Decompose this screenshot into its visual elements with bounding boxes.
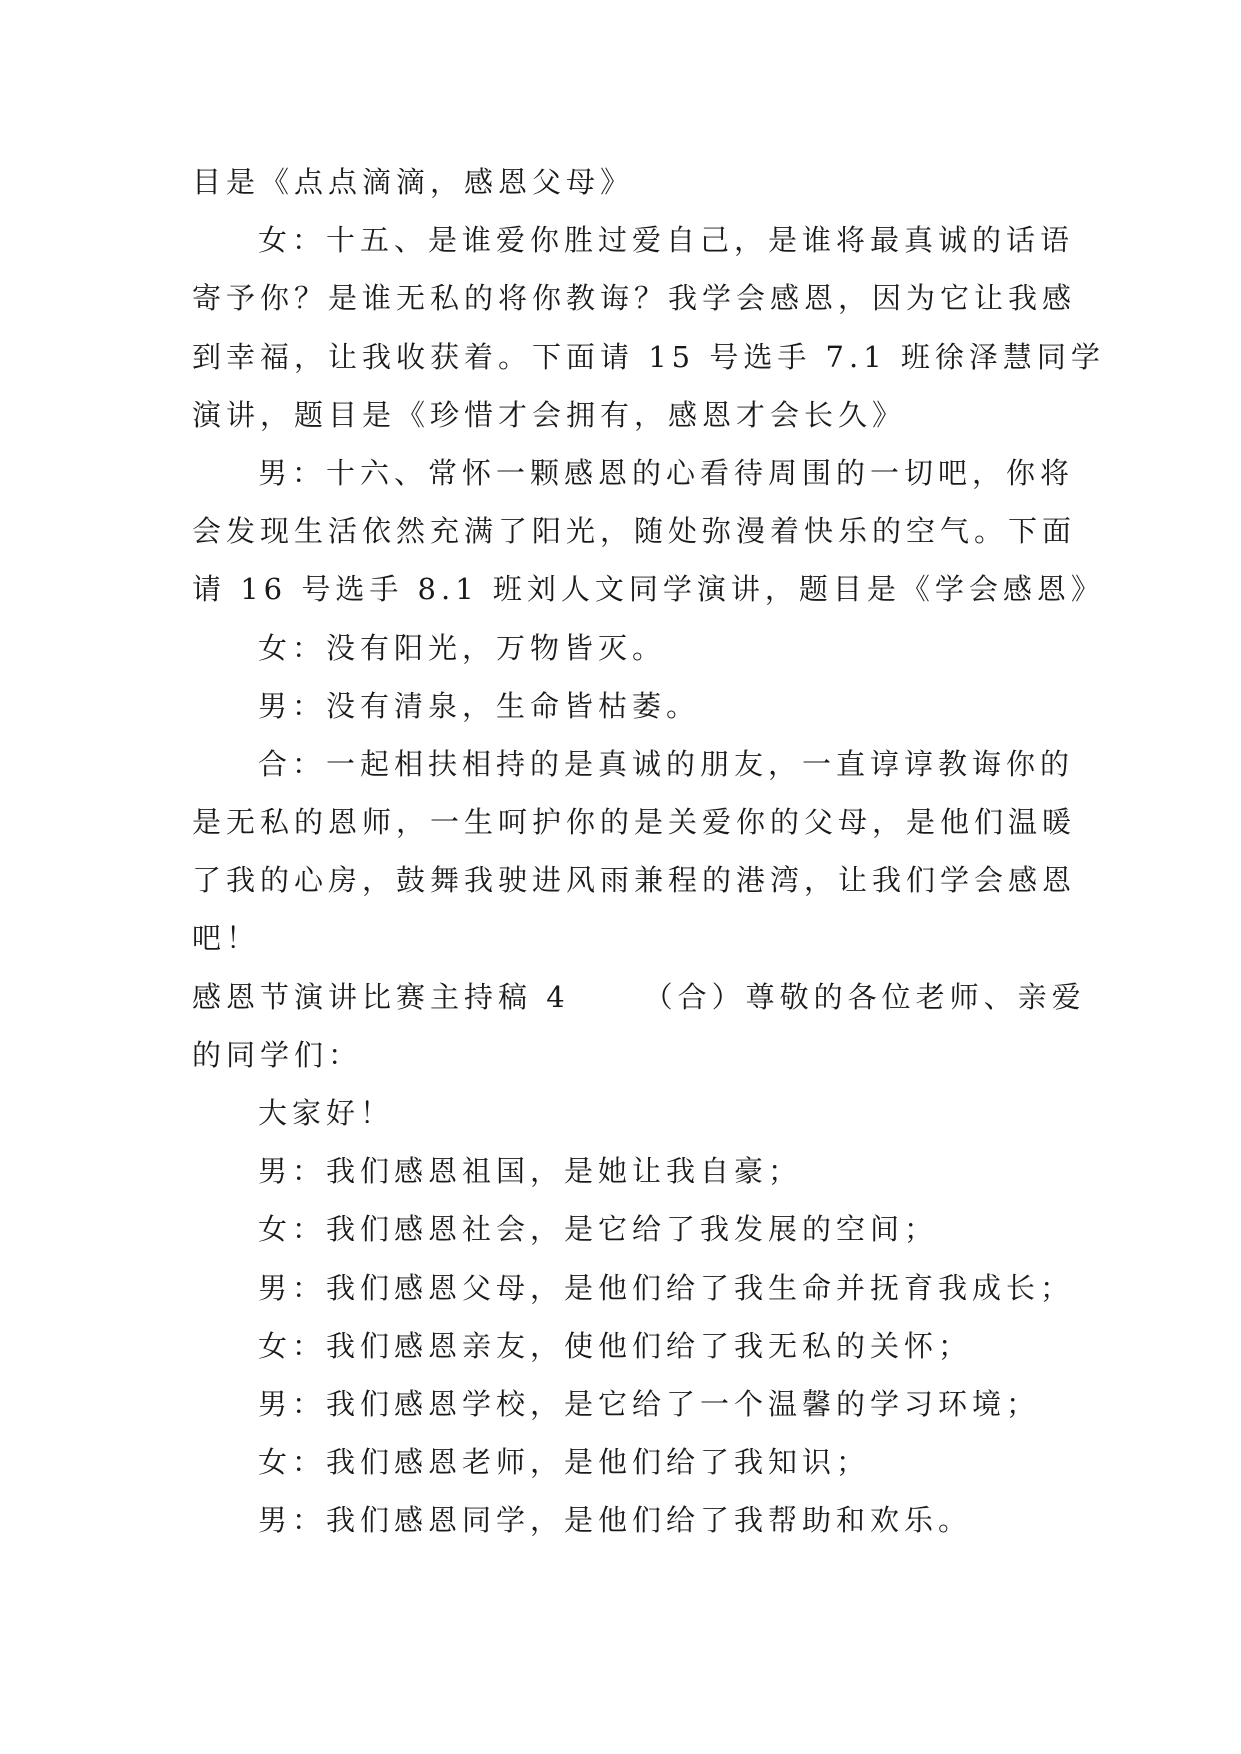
text-line: 女：我们感恩亲友，使他们给了我无私的关怀； <box>258 1328 973 1363</box>
text-line: 会发现生活依然充满了阳光，随处弥漫着快乐的空气。下面 <box>192 514 1077 549</box>
text-line: 女：没有阳光，万物皆灭。 <box>258 630 667 665</box>
text-line: 女：我们感恩社会，是它给了我发展的空间； <box>258 1212 939 1247</box>
text-line: 是无私的恩师，一生呵护你的是关爱你的父母，是他们温暖 <box>192 805 1077 840</box>
text-line: 男：我们感恩祖国，是她让我自豪； <box>258 1154 803 1189</box>
heading-continuation: （合）尊敬的各位老师、亲爱 <box>643 979 1086 1014</box>
section-heading-line <box>192 968 1086 1026</box>
text-line: 了我的心房，鼓舞我驶进风雨兼程的港湾，让我们学会感恩 <box>192 863 1077 898</box>
text-line: 演讲，题目是《珍惜才会拥有，感恩才会长久》 <box>192 397 907 432</box>
text-line: 男：我们感恩同学，是他们给了我帮助和欢乐。 <box>258 1503 973 1538</box>
text-line: 吧！ <box>192 921 261 956</box>
text-line: 男：十六、常怀一颗感恩的心看待周围的一切吧，你将 <box>258 455 1075 490</box>
text-line: 到幸福，让我收获着。下面请 15 号选手 7.1 班徐泽慧同学 <box>192 339 1105 374</box>
text-line: 合：一起相扶相持的是真诚的朋友，一直谆谆教诲你的 <box>258 746 1075 781</box>
text-line: 男：我们感恩父母，是他们给了我生命并抚育我成长； <box>258 1270 1075 1305</box>
text-line: 目是《点点滴滴，感恩父母》 <box>192 165 635 199</box>
text-line: 寄予你？是谁无私的将你教诲？我学会感恩，因为它让我感 <box>192 281 1077 316</box>
text-line: 女：我们感恩老师，是他们给了我知识； <box>258 1445 871 1480</box>
text-line: 请 16 号选手 8.1 班刘人文同学演讲，题目是《学会感恩》 <box>192 572 1105 607</box>
document-body <box>192 153 1105 1550</box>
text-line: 男：我们感恩学校，是它给了一个温馨的学习环境； <box>258 1386 1041 1421</box>
text-line: 男：没有清泉，生命皆枯萎。 <box>258 688 701 723</box>
text-line: 的同学们： <box>192 1037 363 1072</box>
section-heading: 感恩节演讲比赛主持稿 4 <box>192 979 570 1014</box>
text-line: 女：十五、是谁爱你胜过爱自己，是谁将最真诚的话语 <box>258 223 1075 258</box>
text-line: 大家好！ <box>258 1096 395 1130</box>
